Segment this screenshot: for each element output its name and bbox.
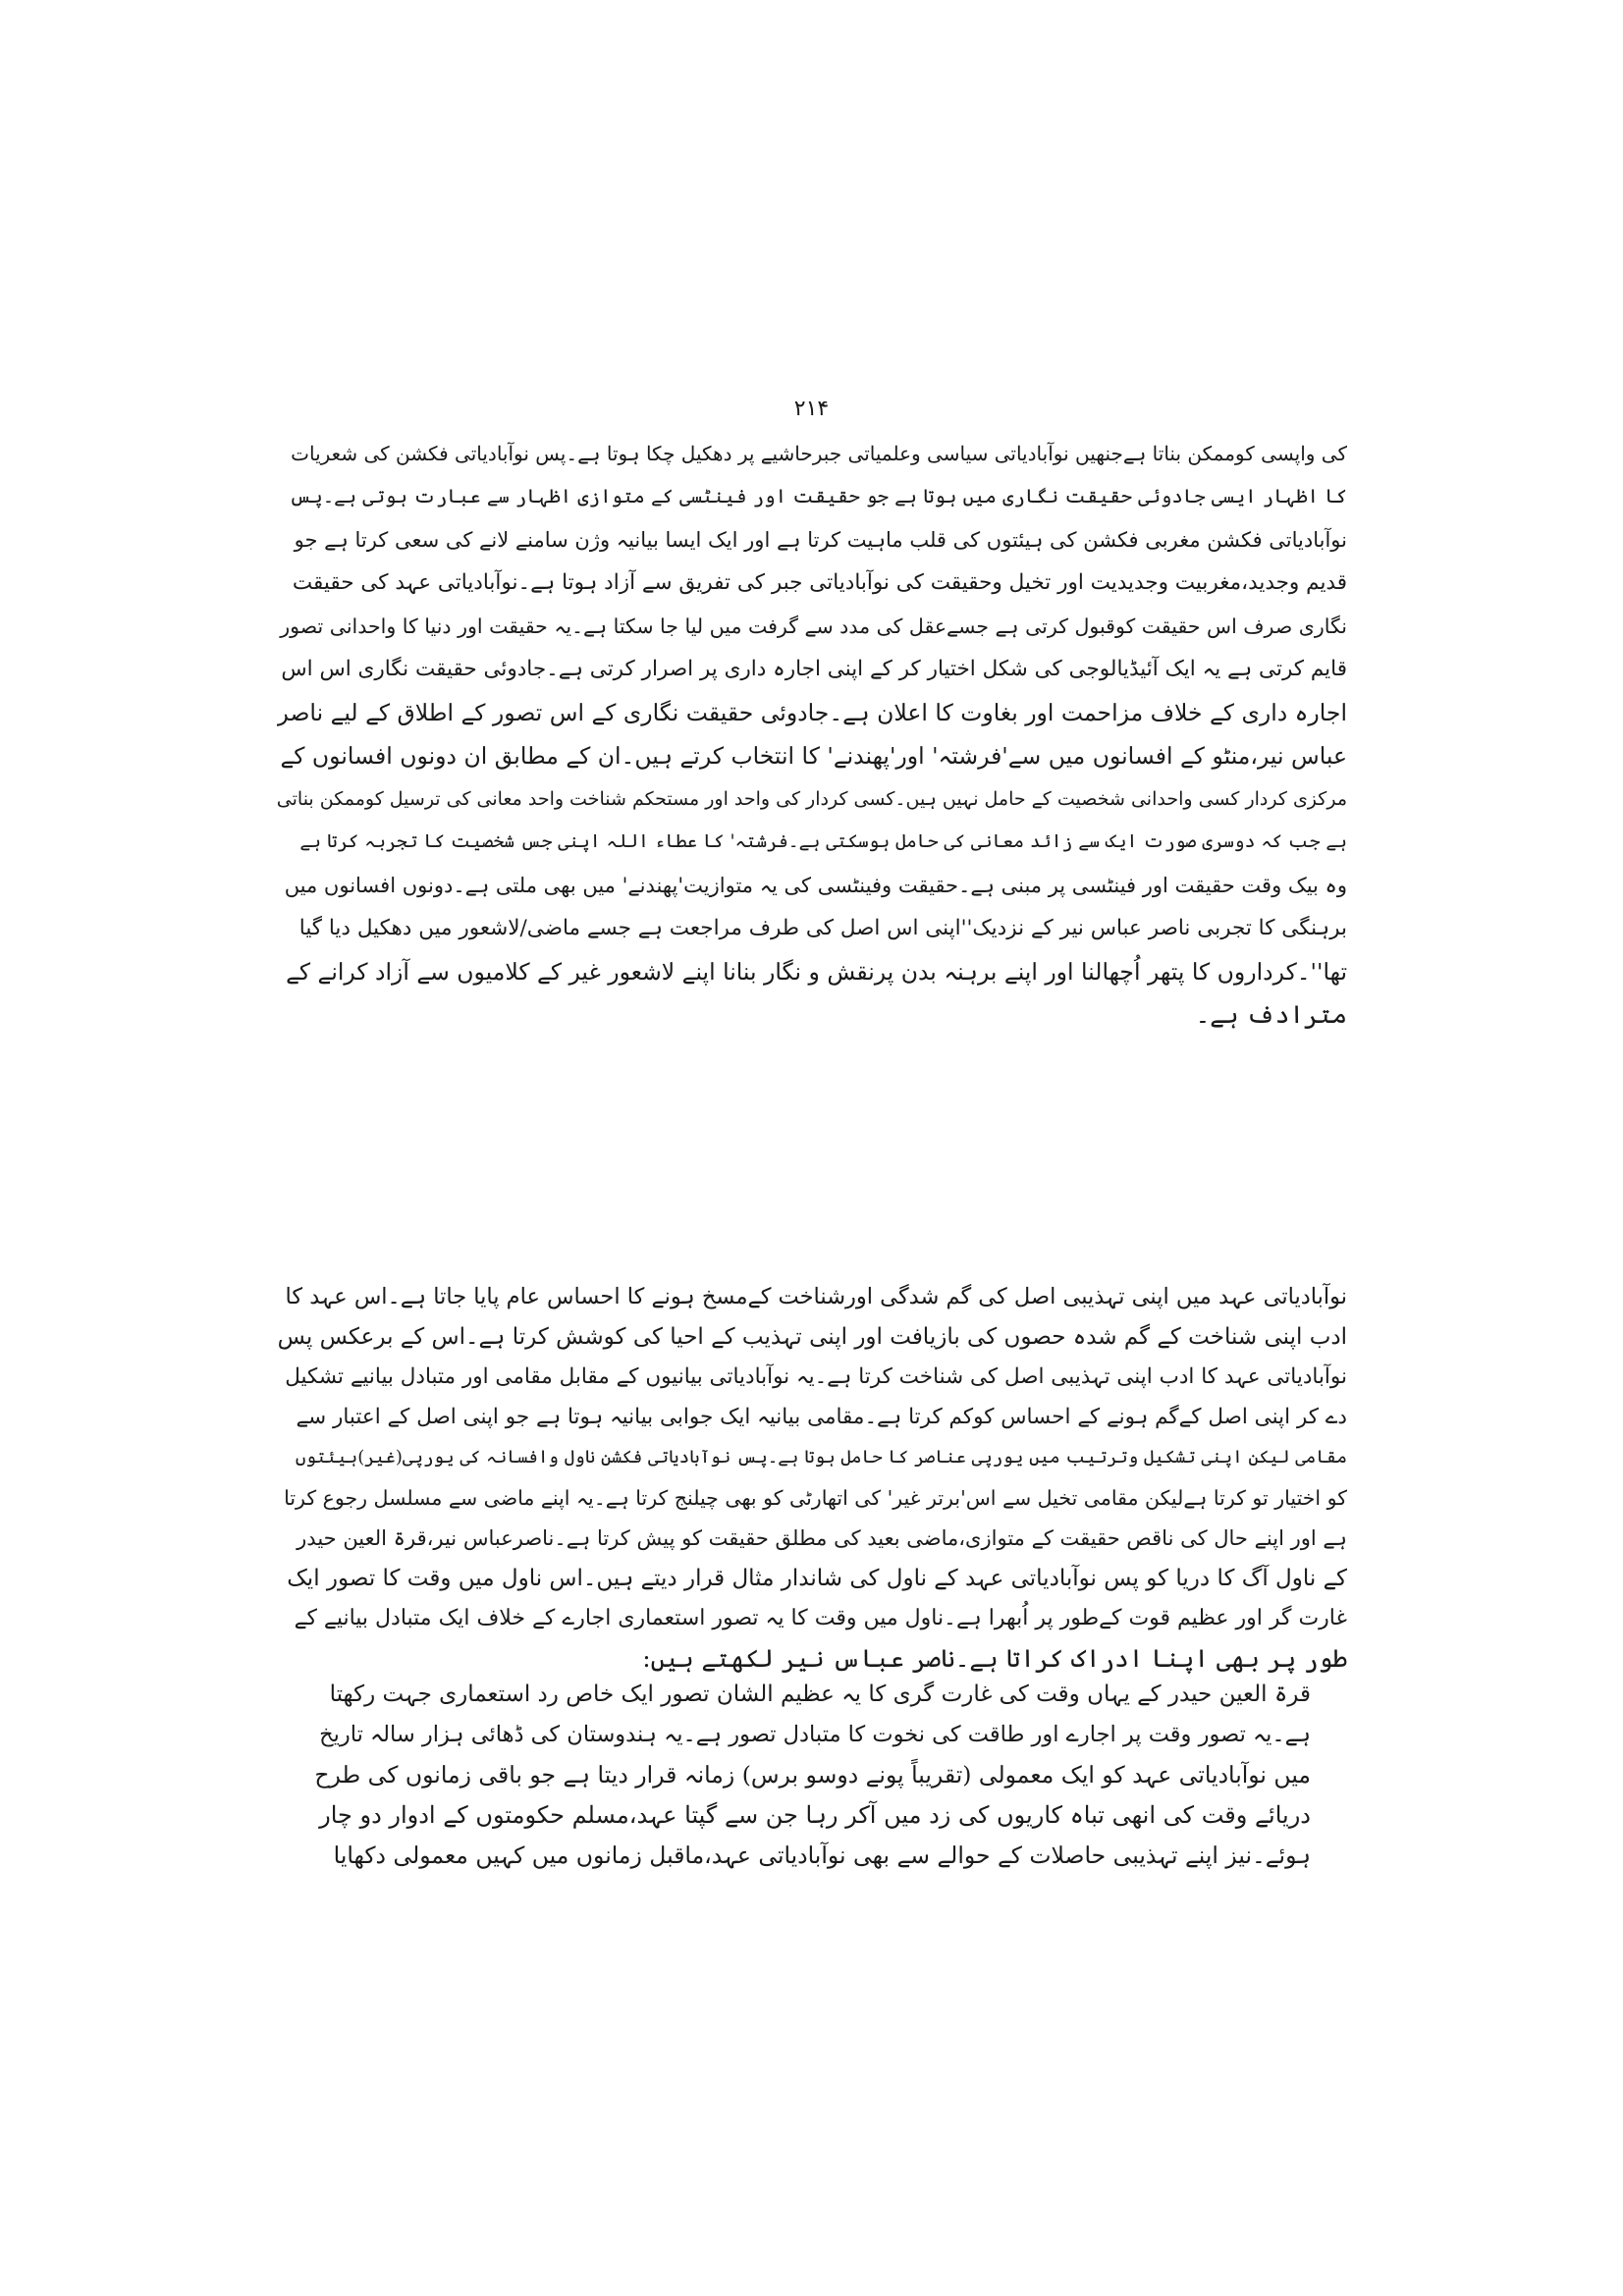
text-line: تھا''۔کرداروں کا پتھر اُچھالنا اور اپنے برہنہ بدن پرنقش و نگار بنانا اپنے لاشعور غیر کے کلامیوں سے آزاد کرانے کے bbox=[286, 958, 1347, 986]
block-quote bbox=[314, 1674, 1311, 1875]
text-line: غارت گر اور عظیم قوت کےطور پر اُبھرا ہے۔ناول میں وقت کا یہ تصور استعماری اجارے کے خلاف ایک متبادل بیانیے کے bbox=[294, 1606, 1347, 1630]
quote-line: ہوئے۔نیز اپنے تہذیبی حاصلات کے حوالے سے بھی نوآبادیاتی عہد،ماقبل زمانوں میں کہیں معمولی دکھایا bbox=[333, 1842, 1311, 1869]
text-line: کی واپسی کوممکن بناتا ہےجنھیں نوآبادیاتی سیاسی وعلمیاتی جبرحاشیے پر دھکیل چکا ہوتا ہے۔پس نوآبادیاتی فکشن کی شعریات bbox=[291, 442, 1347, 465]
text-line: طور پر بھی اپنا ادراک کراتا ہے۔ناصر عباس نیر لکھتے ہیں: bbox=[642, 1644, 1347, 1673]
text-line: نوآبادیاتی عہد کا ادب اپنی تہذیبی اصل کی شناخت کرتا ہے۔یہ نوآبادیاتی بیانیوں کے مقابل مقامی اور متبادل بیانیے تشکیل bbox=[285, 1364, 1347, 1389]
quote-line: دریائے وقت کی انھی تباہ کاریوں کی زد میں آکر رہا جن سے گپتا عہد،مسلم حکومتوں کے ادوار دو چار bbox=[319, 1801, 1311, 1829]
text-line: ہے جب کہ دوسری صورت ایک سے زائد معانی کی حامل ہوسکتی ہے۔فرشتہ' کا عطاء اللہ اپنی جس شخصیت کا تجربہ کرتا ہے bbox=[299, 831, 1347, 852]
quote-line: ہے۔یہ تصور وقت پر اجارے اور طاقت کی نخوت کا متبادل تصور ہے۔یہ ہندوستان کی ڈھائی ہزار سالہ تاریخ bbox=[319, 1722, 1311, 1747]
text-line: ادب اپنی شناخت کے گم شدہ حصوں کی بازیافت اور اپنی تہذیب کے احیا کی کوشش کرتا ہے۔اس کے برعکس پس bbox=[277, 1324, 1347, 1350]
text-line: ہے اور اپنے حال کی ناقص حقیقت کے متوازی،ماضی بعید کی مطلق حقیقت کو پیش کرتا ہے۔ناصرعباس نیر،قرۃ العین حیدر bbox=[297, 1526, 1347, 1550]
text-line: کے ناول آگ کا دریا کو پس نوآبادیاتی عہد کے ناول کی شاندار مثال قرار دیتے ہیں۔اس ناول میں وقت کا تصور ایک bbox=[287, 1566, 1347, 1591]
text-line: نگاری صرف اس حقیقت کوقبول کرتی ہے جسےعقل کی مدد سے گرفت میں لیا جا سکتا ہے۔یہ حقیقت اور دنیا کا واحدانی تصور bbox=[280, 614, 1347, 638]
quote-line: میں نوآبادیاتی عہد کو ایک معمولی (تقریباً پونے دوسو برس) زمانہ قرار دیتا ہے جو باقی زمانوں کی طرح bbox=[314, 1761, 1311, 1789]
text-line: نوآبادیاتی عہد میں اپنی تہذیبی اصل کی گم شدگی اورشناخت کےمسخ ہونے کا احساس عام پایا جاتا ہے۔اس عہد کا bbox=[285, 1284, 1347, 1309]
paragraph-2 bbox=[277, 1276, 1347, 1679]
text-line: وہ بیک وقت حقیقت اور فینٹسی پر مبنی ہے۔حقیقت وفینٹسی کی یہ متوازیت'پھندنے' میں بھی ملتی ہے۔دونوں افسانوں میں bbox=[284, 874, 1347, 897]
text-line: قدیم وجدید،مغربیت وجدیدیت اور تخیل وحقیقت کی نوآبادیاتی جبر کی تفریق سے آزاد ہوتا ہے۔نوآبادیاتی عہد کی حقیقت bbox=[292, 570, 1347, 595]
text-line: مرکزی کردار کسی واحدانی شخصیت کے حامل نہیں ہیں۔کسی کردار کی واحد اور مستحکم شناخت واحد معانی کی ترسیل کوممکن بناتی bbox=[277, 788, 1347, 810]
text-line: اجارہ داری کے خلاف مزاحمت اور بغاوت کا اعلان ہے۔جادوئی حقیقت نگاری کے اس تصور کے اطلاق کے لیے ناصر bbox=[277, 699, 1347, 726]
paragraph-1 bbox=[277, 432, 1347, 1037]
text-line: برہنگی کا تجربی ناصر عباس نیر کے نزدیک''اپنی اس اصل کی طرف مراجعت ہے جسے ماضی/لاشعور میں دھکیل دیا گیا bbox=[298, 916, 1347, 940]
text-line: مقامی لیکن اپنی تشکیل وترتیب میں یورپی عناصر کا حامل ہوتا ہے۔پس نوآبادیاتی فکشن ناول وافسانہ کی یورپی(غیر)ہیئتوں bbox=[295, 1447, 1347, 1468]
text-line: قایم کرتی ہے یہ ایک آئیڈیالوجی کی شکل اختیار کر کے اپنی اجارہ داری پر اصرار کرتی ہے۔جادوئی حقیقت نگاری اس اس bbox=[281, 657, 1347, 681]
text-line: کو اختیار تو کرتا ہےلیکن مقامی تخیل سے اس'برتر غیر' کی اتھارٹی کو بھی چیلنج کرتا ہے۔یہ اپنے ماضی سے مسلسل رجوع کرتا bbox=[284, 1486, 1347, 1510]
text-line: نوآبادیاتی فکشن مغربی فکشن کی ہیئتوں کی قلب ماہیت کرتا ہے اور ایک ایسا بیانیہ وژن سامنے لانے کی سعی کرتا ہے جو bbox=[294, 528, 1347, 552]
text-line: دے کر اپنی اصل کےگم ہونے کے احساس کوکم کرتا ہے۔مقامی بیانیہ ایک جوابی بیانیہ ہوتا ہے جو اپنی اصل کے اعتبار سے bbox=[296, 1405, 1347, 1429]
text-line: کا اظہار ایسی جادوئی حقیقت نگاری میں ہوتا ہے جو حقیقت اور فینٹسی کے متوازی اظہار سے عبارت ہوتی ہے۔پس bbox=[289, 485, 1347, 507]
quote-line: قرۃ العین حیدر کے یہاں وقت کی غارت گری کا یہ عظیم الشان تصور ایک خاص رد استعماری جہت رکھتا bbox=[329, 1682, 1311, 1707]
text-line: عباس نیر،منٹو کے افسانوں میں سے'فرشتہ' اور'پھندنے' کا انتخاب کرتے ہیں۔ان کے مطابق ان دونوں افسانوں کے bbox=[280, 742, 1347, 770]
text-line: مترادف ہے۔ bbox=[1195, 1000, 1347, 1029]
page-number: ۲۱۴ bbox=[793, 397, 830, 421]
